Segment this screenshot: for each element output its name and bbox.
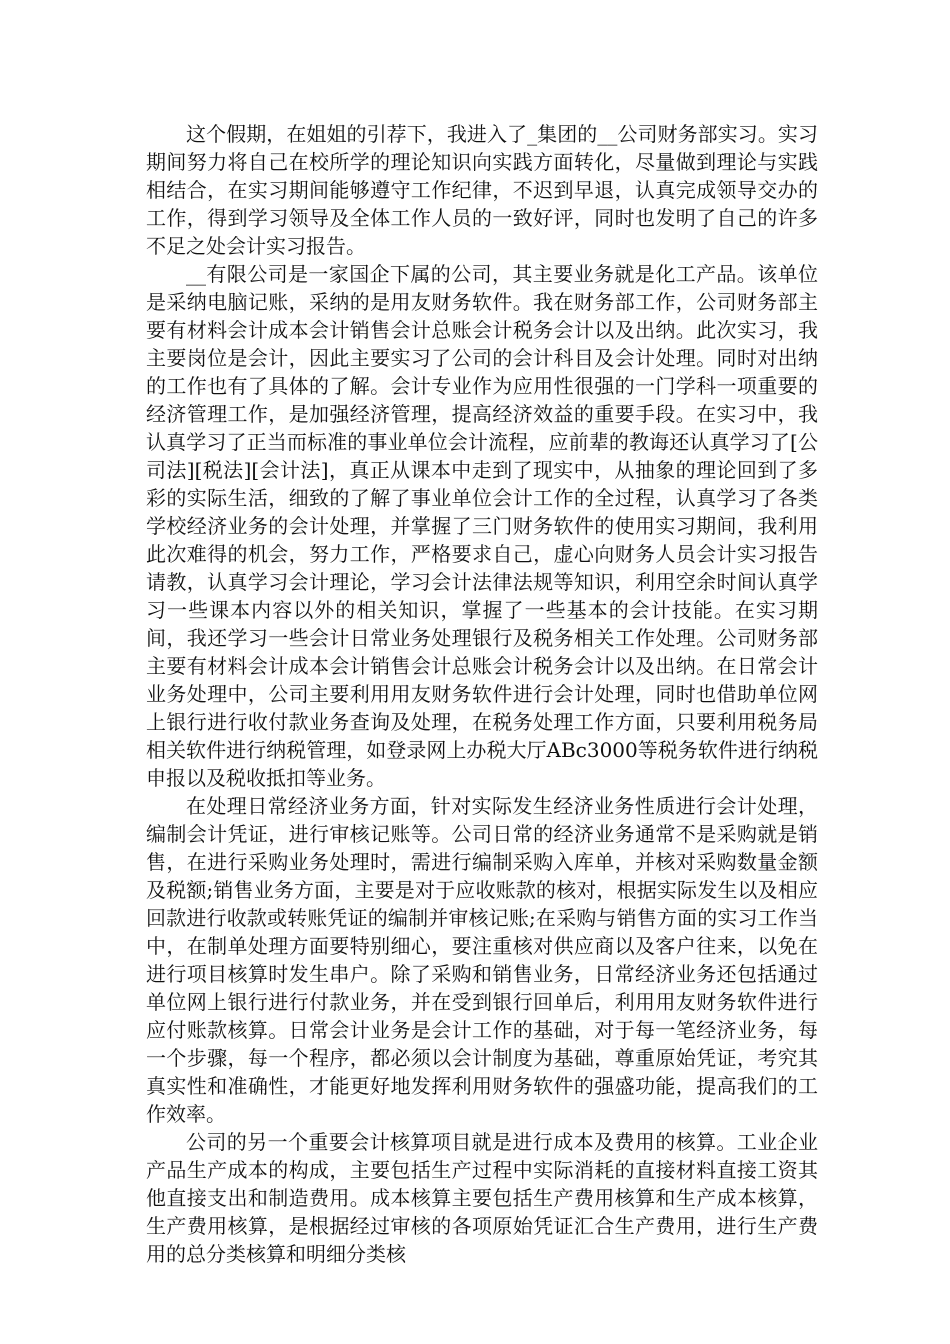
paragraph-cost-accounting: 公司的另一个重要会计核算项目就是进行成本及费用的核算。工业企业产品生产成本的构成，主要包括生产过程中实际消耗的直接材料直接工资其他直接支出和制造费用。成本核算主要包括生产费用核算和生产成本核算，生产费用核算，是根据经过审核的各项原始凭证汇合生产费用，进行生产费用的总分类核算和明细分类核 <box>146 1130 818 1266</box>
document-page <box>146 120 818 1268</box>
paragraph-daily-business: 在处理日常经济业务方面，针对实际发生经济业务性质进行会计处理，编制会计凭证，进行审核记账等。公司日常的经济业务通常不是采购就是销售，在进行采购业务处理时，需进行编制采购入库单，并核对采购数量金额及税额;销售业务方面，主要是对于应收账款的核对，根据实际发生以及相应回款进行收款或转账凭证的编制并审核记账;在采购与销售方面的实习工作当中，在制单处理方面要特别细心，要注重核对供应商以及客户往来，以免在进行项目核算时发生串户。除了采购和销售业务，日常经济业务还包括通过单位网上银行进行付款业务，并在受到银行回单后，利用用友财务软件进行应付账款核算。日常会计业务是会计工作的基础，对于每一笔经济业务，每一个步骤，每一个程序，都必须以会计制度为基础，尊重原始凭证，考究其真实性和准确性，才能更好地发挥利用财务软件的强盛功能，提高我们的工作效率。 <box>146 794 818 1126</box>
paragraph-company-overview: __有限公司是一家国企下属的公司，其主要业务就是化工产品。该单位是采纳电脑记账，采纳的是用友财务软件。我在财务部工作，公司财务部主要有材料会计成本会计销售会计总账会计税务会计以及出纳。此次实习，我主要岗位是会计，因此主要实习了公司的会计科目及会计处理。同时对出纳的工作也有了具体的了解。会计专业作为应用性很强的一门学科一项重要的经济管理工作，是加强经济管理，提高经济效益的重要手段。在实习中，我认真学习了正当而标准的事业单位会计流程，应前辈的教诲还认真学习了[公司法][税法][会计法]，真正从课本中走到了现实中，从抽象的理论回到了多彩的实际生活，细致的了解了事业单位会计工作的全过程，认真学习了各类学校经济业务的会计处理，并掌握了三门财务软件的使用实习期间，我利用此次难得的机会，努力工作，严格要求自己，虚心向财务人员会计实习报告请教，认真学习会计理论，学习会计法律法规等知识，利用空余时间认真学习一些课本内容以外的相关知识，掌握了一些基本的会计技能。在实习期间，我还学习一些会计日常业务处理银行及税务相关工作处理。公司财务部主要有材料会计成本会计销售会计总账会计税务会计以及出纳。在日常会计业务处理中，公司主要利用用友财务软件进行会计处理，同时也借助单位网上银行进行收付款业务查询及处理，在税务处理工作方面，只要利用税务局相关软件进行纳税管理，如登录网上办税大厅ABc3000等税务软件进行纳税申报以及税收抵扣等业务。 <box>146 262 818 790</box>
paragraph-internship-intro: 这个假期，在姐姐的引荐下，我进入了_集团的__公司财务部实习。实习期间努力将自己在校所学的理论知识向实践方面转化，尽量做到理论与实践相结合，在实习期间能够遵守工作纪律，不迟到早退，认真完成领导交办的工作，得到学习领导及全体工作人员的一致好评，同时也发明了自己的许多不足之处会计实习报告。 <box>146 122 818 258</box>
